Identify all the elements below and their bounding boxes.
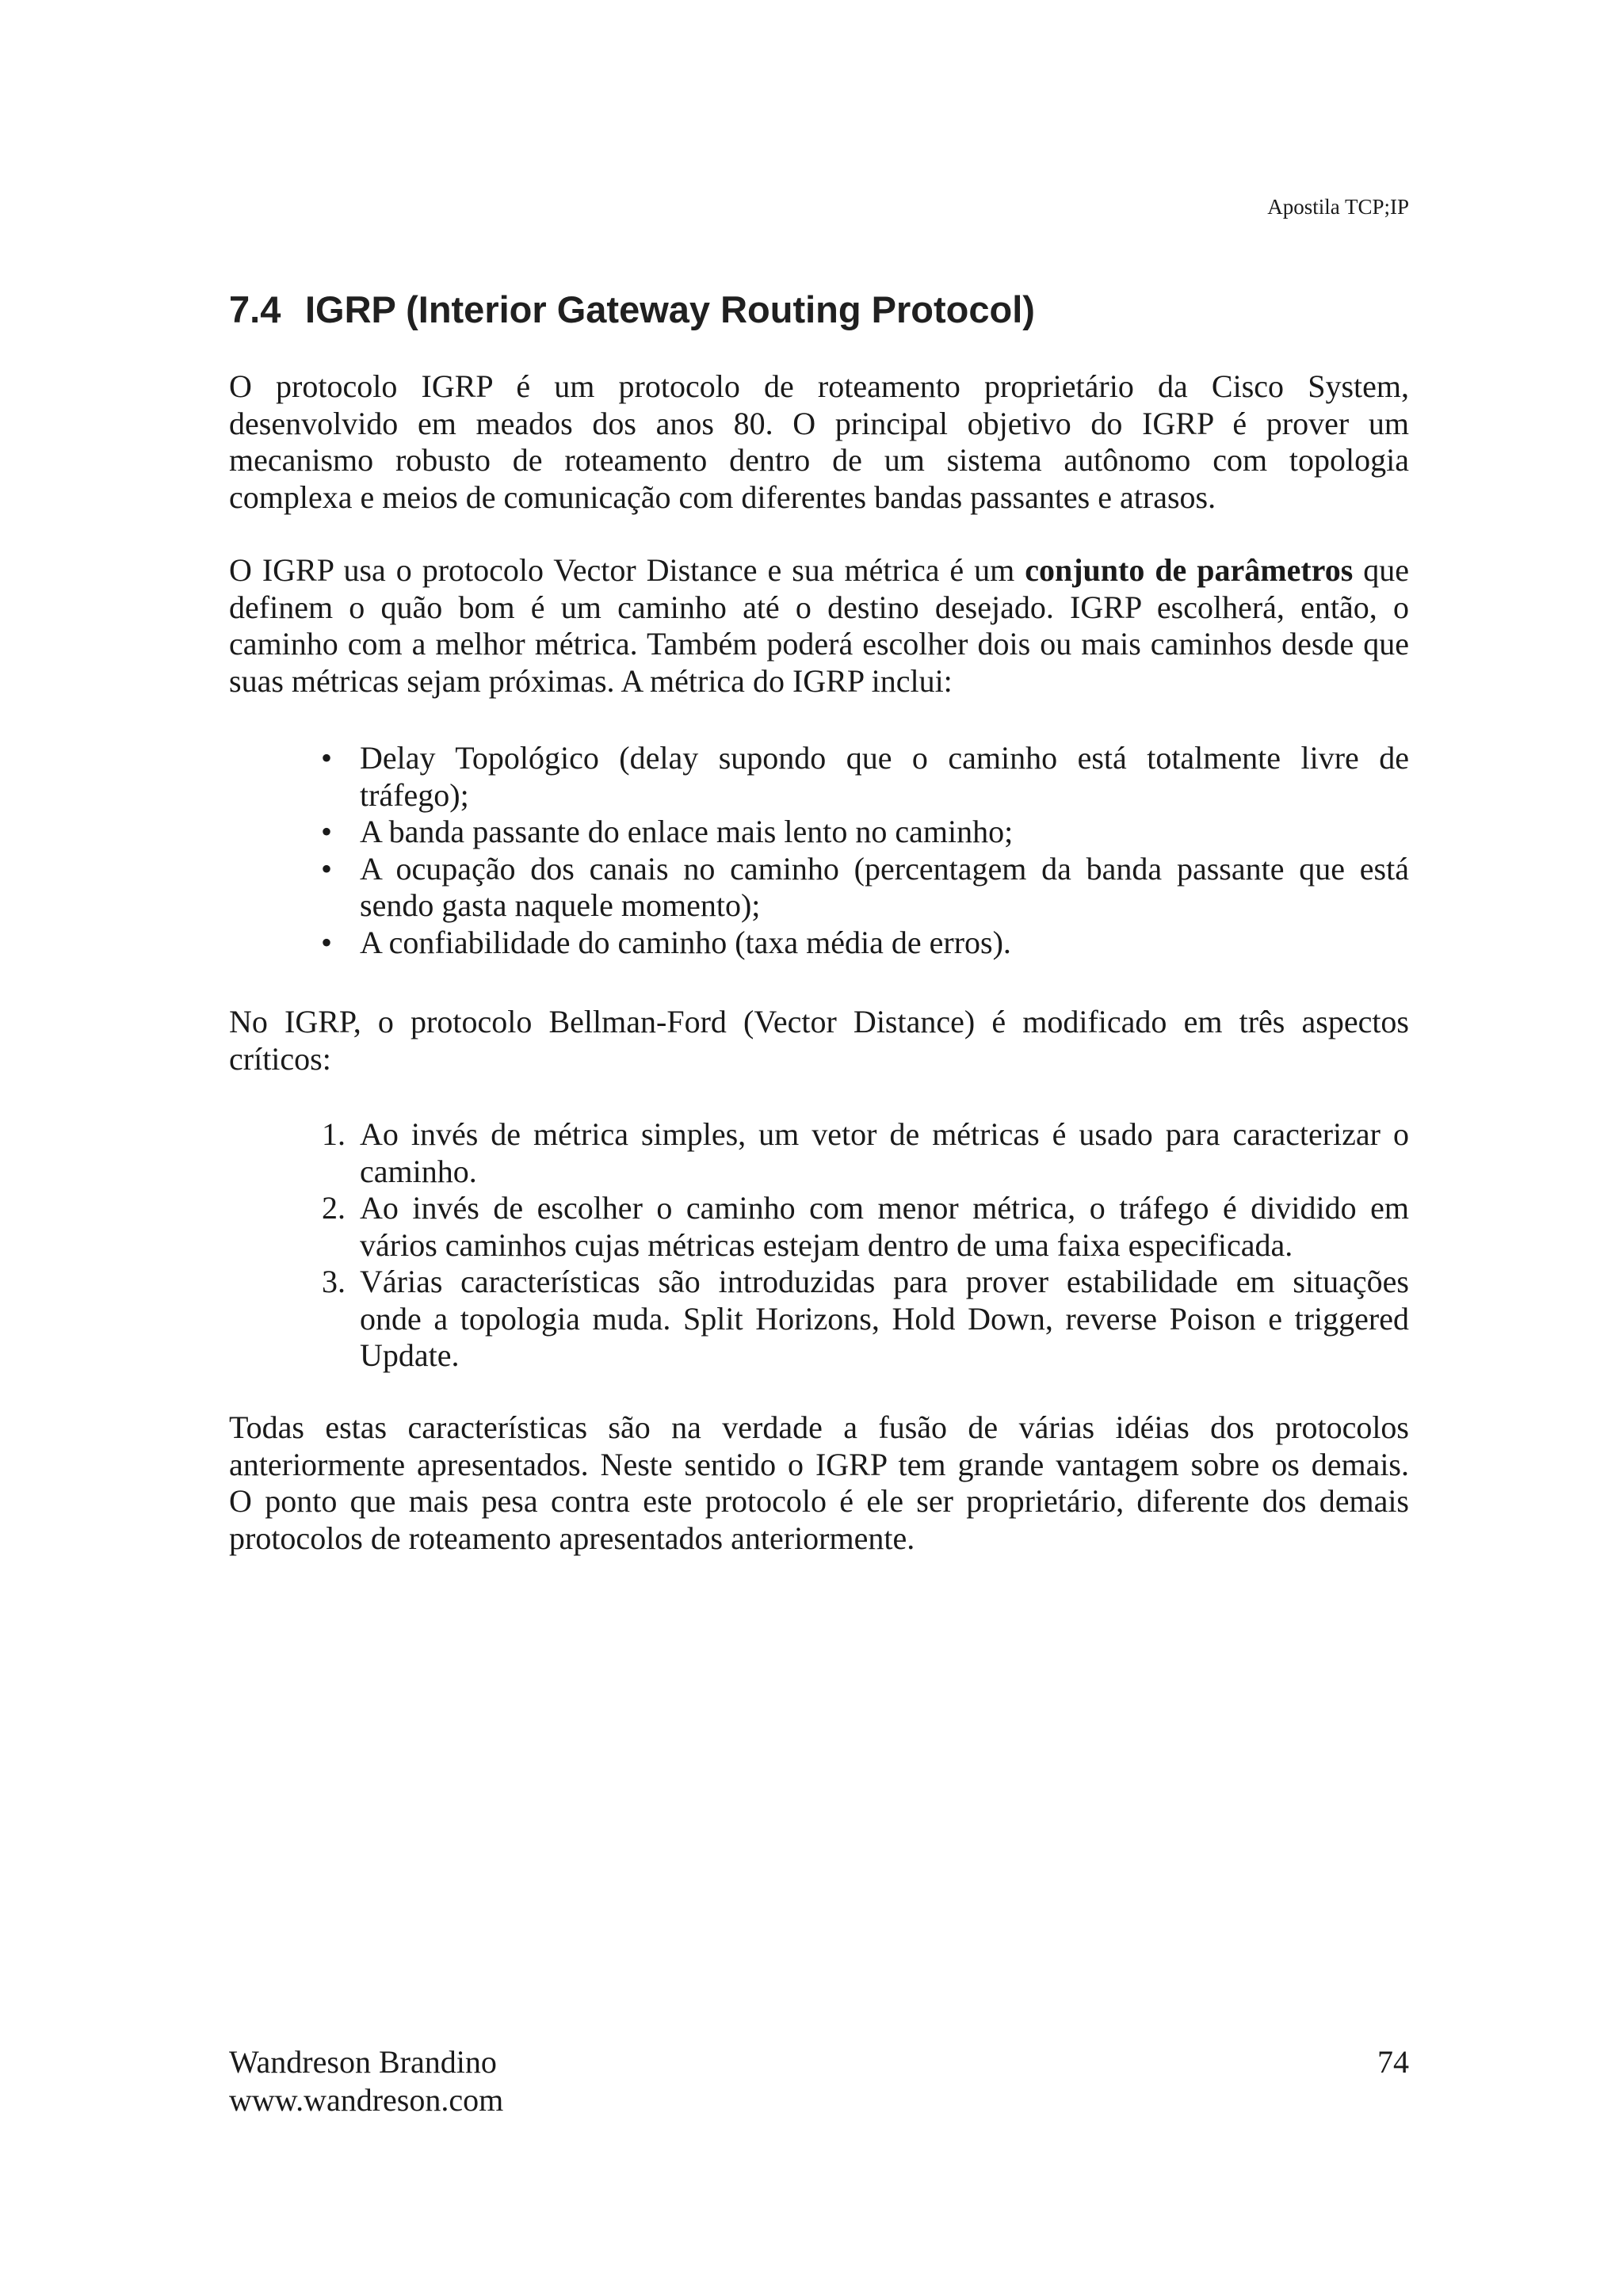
bullet-marker: • — [321, 740, 333, 776]
numbered-item — [322, 1116, 1409, 1190]
footer-website: www.wandreson.com — [229, 2082, 504, 2118]
paragraph-bellman-ford — [229, 1004, 1409, 1077]
paragraph-line: críticos: — [229, 1040, 331, 1077]
paragraph-line: complexa e meios de comunicação com diferentes bandas passantes e atrasos. — [229, 479, 1216, 515]
paragraph-line: Todas estas características são na verdade a fusão de várias idéias dos protocolos — [229, 1409, 1409, 1445]
list-number: 2. — [322, 1190, 346, 1226]
numbered-line: vários caminhos cujas métricas estejam dentro de uma faixa especificada. — [360, 1226, 1293, 1263]
bullet-list — [321, 740, 1409, 961]
numbered-line: onde a topologia muda. Split Horizons, Hold Down, reverse Poison e triggered — [360, 1300, 1409, 1337]
bullet-marker: • — [321, 814, 333, 849]
paragraph-metric — [229, 552, 1409, 700]
section-heading — [229, 286, 1409, 334]
numbered-line: Update. — [360, 1337, 460, 1373]
page-footer — [229, 2044, 1409, 2120]
paragraph-line: protocolos de roteamento apresentados anteriormente. — [229, 1520, 915, 1556]
bullet-marker: • — [321, 924, 333, 960]
bullet-line: Delay Topológico (delay supondo que o caminho está totalmente livre de — [360, 740, 1409, 776]
bullet-line: tráfego); — [360, 776, 469, 813]
bullet-line: sendo gasta naquele momento); — [360, 887, 761, 923]
paragraph-conclusion — [229, 1409, 1409, 1557]
bullet-item — [321, 740, 1409, 814]
text-run: O IGRP usa o protocolo Vector Distance e sua métrica é um — [229, 552, 1025, 588]
bullet-item — [321, 924, 1409, 962]
numbered-line: caminho. — [360, 1153, 477, 1189]
numbered-list — [322, 1116, 1409, 1375]
bullet-item — [321, 850, 1409, 925]
section-number: 7.4 — [229, 288, 281, 330]
bullet-line: A confiabilidade do caminho (taxa média de erros). — [360, 924, 1011, 960]
paragraph-line: O ponto que mais pesa contra este protocolo é ele ser proprietário, diferente dos demais — [229, 1483, 1409, 1519]
page-number: 74 — [1377, 2044, 1409, 2080]
list-number: 1. — [322, 1116, 346, 1152]
paragraph-line: caminho com a melhor métrica. Também poderá escolher dois ou mais caminhos desde que — [229, 626, 1409, 662]
bullet-line: A ocupação dos canais no caminho (percentagem da banda passante que está — [360, 850, 1409, 887]
footer-line — [229, 2082, 1409, 2120]
numbered-line: Várias características são introduzidas para prover estabilidade em situações — [360, 1264, 1409, 1299]
bullet-line: A banda passante do enlace mais lento no caminho; — [360, 814, 1014, 849]
bullet-item — [321, 814, 1409, 851]
footer-line — [229, 2044, 1409, 2082]
numbered-item — [322, 1264, 1409, 1375]
section-title: IGRP (Interior Gateway Routing Protocol) — [305, 288, 1035, 330]
paragraph-line: anteriormente apresentados. Neste sentido o IGRP tem grande vantagem sobre os demais. — [229, 1446, 1409, 1482]
footer-author: Wandreson Brandino — [229, 2044, 497, 2080]
running-header: Apostila TCP;IP — [1267, 195, 1409, 219]
paragraph-line — [229, 552, 1409, 589]
bold-term: conjunto de parâmetros — [1025, 552, 1354, 588]
paragraph-line: mecanismo robusto de roteamento dentro de um sistema autônomo com topologia — [229, 442, 1409, 478]
text-run: que — [1353, 552, 1409, 588]
paragraph-intro — [229, 368, 1409, 516]
bullet-marker: • — [321, 850, 333, 887]
paragraph-line: O protocolo IGRP é um protocolo de roteamento proprietário da Cisco System, — [229, 368, 1409, 404]
paragraph-line: No IGRP, o protocolo Bellman-Ford (Vector Distance) é modificado em três aspectos — [229, 1004, 1409, 1039]
numbered-line: Ao invés de métrica simples, um vetor de métricas é usado para caracterizar o — [360, 1116, 1409, 1152]
list-number: 3. — [322, 1264, 346, 1299]
paragraph-line: definem o quão bom é um caminho até o destino desejado. IGRP escolherá, então, o — [229, 589, 1409, 625]
paragraph-line: suas métricas sejam próximas. A métrica do IGRP inclui: — [229, 662, 953, 699]
numbered-line: Ao invés de escolher o caminho com menor métrica, o tráfego é dividido em — [360, 1190, 1409, 1226]
numbered-item — [322, 1190, 1409, 1264]
paragraph-line: desenvolvido em meados dos anos 80. O principal objetivo do IGRP é prover um — [229, 405, 1409, 441]
